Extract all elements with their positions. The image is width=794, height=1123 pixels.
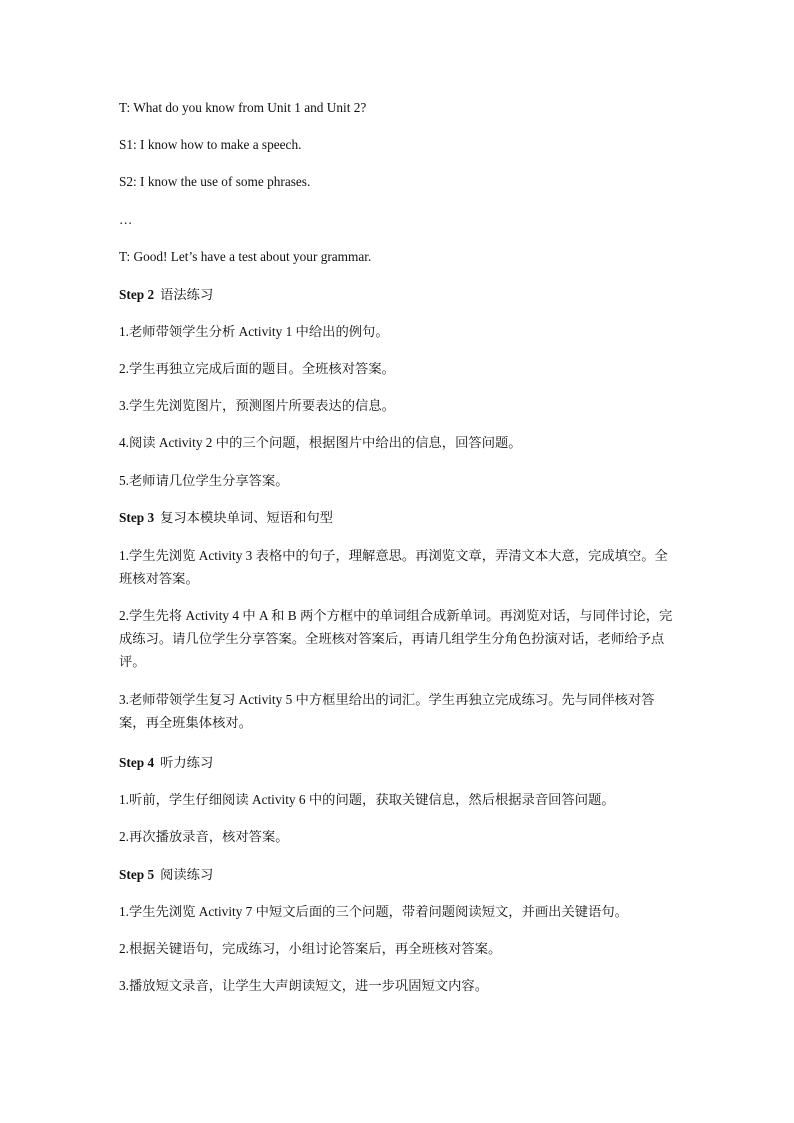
- dialogue-teacher-reply: T: Good! Let’s have a test about your grammar.: [119, 249, 372, 264]
- step2-label: Step 2: [119, 287, 155, 302]
- step5-label: Step 5: [119, 867, 155, 882]
- step2-item-4: 4.阅读 Activity 2 中的三个问题，根据图片中给出的信息，回答问题。: [119, 435, 522, 450]
- dialogue-student1: S1: I know how to make a speech.: [119, 137, 302, 152]
- step2-item-3: 3.学生先浏览图片，预测图片所要表达的信息。: [119, 398, 395, 413]
- step3-item-2: 2.学生先将 Activity 4 中 A 和 B 两个方框中的单词组合成新单词。再浏览对话，与同伴讨论，完成练习。请几位学生分享答案。全班核对答案后，再请几组学生分角色扮演对话，老师给予点评。: [119, 608, 673, 669]
- step4-item-2: 2.再次播放录音，核对答案。: [119, 829, 289, 844]
- step3-label: Step 3: [119, 510, 155, 525]
- step5-heading: [119, 866, 679, 884]
- step5-item-2: 2.根据关键语句，完成练习，小组讨论答案后，再全班核对答案。: [119, 941, 502, 956]
- dialogue-ellipsis: …: [119, 212, 133, 227]
- step2-title: 语法练习: [160, 287, 214, 302]
- step4-heading: [119, 754, 679, 772]
- dialogue-teacher-question: T: What do you know from Unit 1 and Unit 2?: [119, 100, 367, 115]
- dialogue-student2: S2: I know the use of some phrases.: [119, 174, 311, 189]
- step3-item-1: 1.学生先浏览 Activity 3 表格中的句子，理解意思。再浏览文章，弄清文本大意，完成填空。全班核对答案。: [119, 548, 668, 586]
- step2-item-1: 1.老师带领学生分析 Activity 1 中给出的例句。: [119, 324, 389, 339]
- step4-item-1: 1.听前，学生仔细阅读 Activity 6 中的问题，获取关键信息，然后根据录音回答问题。: [119, 792, 615, 807]
- step5-item-3: 3.播放短文录音，让学生大声朗读短文，进一步巩固短文内容。: [119, 978, 488, 993]
- step5-title: 阅读练习: [160, 867, 214, 882]
- step2-item-2: 2.学生再独立完成后面的题目。全班核对答案。: [119, 361, 395, 376]
- step2-item-5: 5.老师请几位学生分享答案。: [119, 473, 289, 488]
- step5-item-1: 1.学生先浏览 Activity 7 中短文后面的三个问题，带着问题阅读短文，并画出关键语句。: [119, 904, 628, 919]
- step3-title: 复习本模块单词、短语和句型: [160, 510, 333, 525]
- step4-title: 听力练习: [160, 755, 214, 770]
- step2-heading: [119, 286, 679, 304]
- step4-label: Step 4: [119, 755, 155, 770]
- step3-heading: [119, 509, 679, 527]
- step3-item-3: 3.老师带领学生复习 Activity 5 中方框里给出的词汇。学生再独立完成练习。先与同伴核对答案，再全班集体核对。: [119, 692, 655, 730]
